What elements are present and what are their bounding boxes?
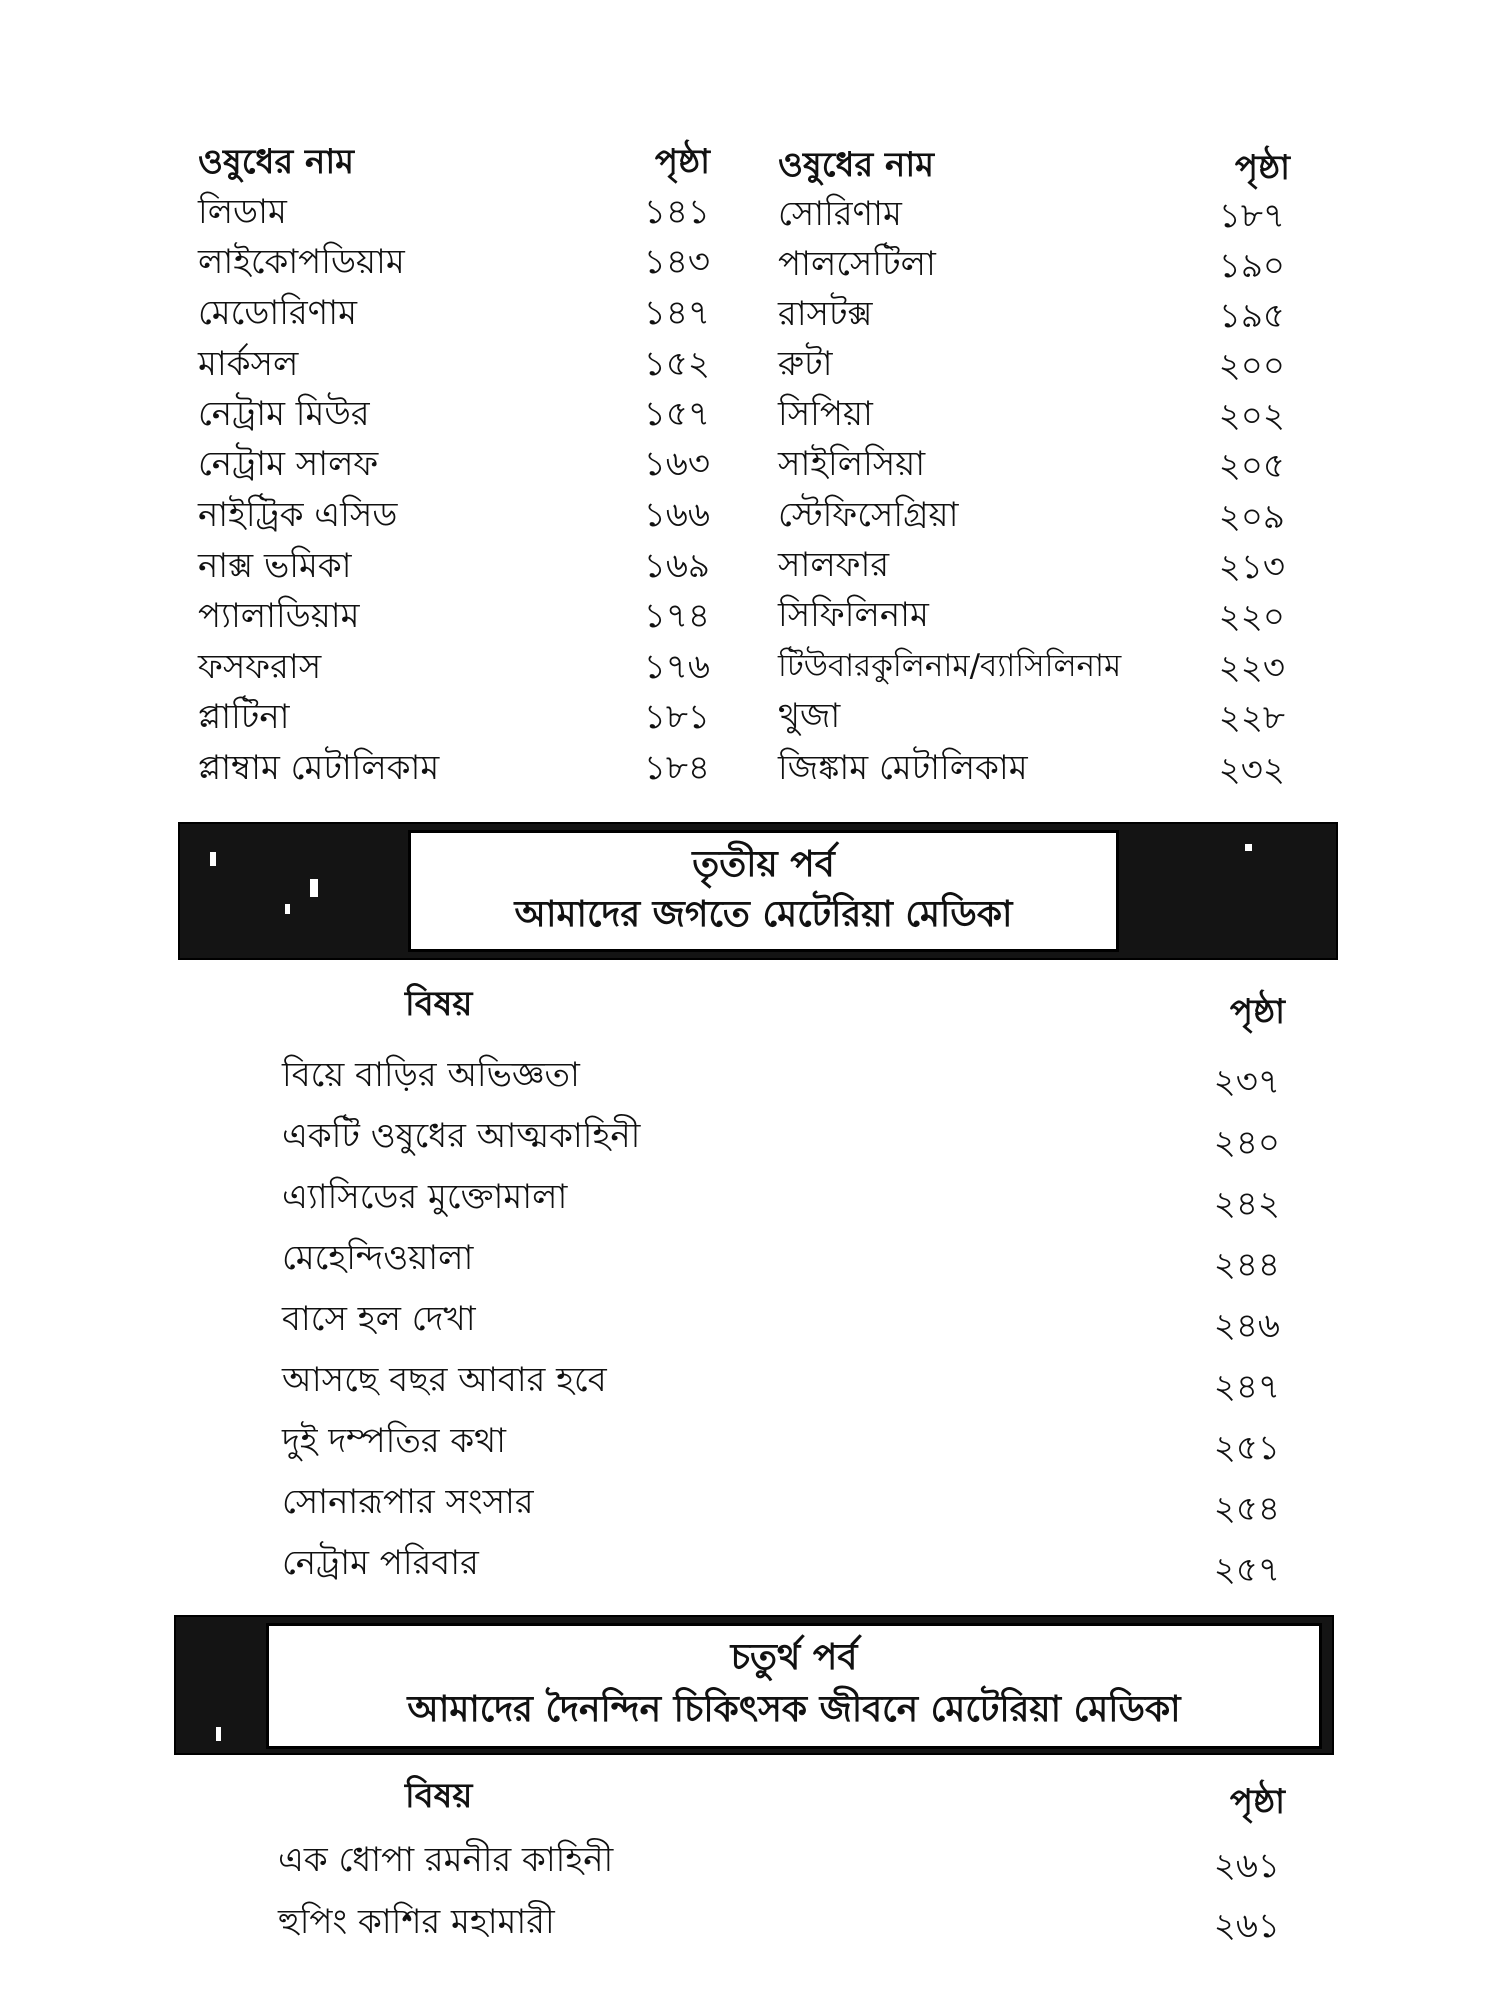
medicine-name-right: পালসেটিলা (778, 244, 936, 284)
page-number-left: ১৬৬ (643, 495, 710, 535)
section3-page-number: ২৪০ (1213, 1123, 1280, 1163)
section3-page-number: ২৫১ (1213, 1428, 1280, 1468)
page-number-right: ১৯০ (1218, 246, 1285, 286)
left-name-header: ওষুধের নাম (198, 142, 355, 182)
page-number-right: ২০৫ (1218, 446, 1285, 486)
section3-topic: এ্যাসিডের মুক্তোমালা (282, 1177, 568, 1217)
page-number-right: ২০২ (1218, 396, 1285, 436)
page-number-left: ১৬৯ (643, 546, 710, 586)
medicine-name-left: লিডাম (198, 192, 287, 232)
medicine-name-right: সালফার (778, 545, 890, 585)
section4-topic: এক ধোপা রমনীর কাহিনী (278, 1840, 614, 1880)
section3-topic: দুই দম্পতির কথা (282, 1421, 507, 1461)
medicine-name-right: স্টেফিসেগ্রিয়া (778, 495, 959, 535)
medicine-name-left: ফসফরাস (198, 647, 322, 687)
section3-title: তৃতীয় পর্ব (692, 844, 835, 885)
medicine-name-right: টিউবারকুলিনাম/ব্যাসিলিনাম (778, 648, 1122, 684)
medicine-name-right: জিঙ্কাম মেটালিকাম (778, 748, 1028, 788)
page-number-left: ১৭৬ (643, 647, 710, 687)
left-page-header: পৃষ্ঠা (654, 142, 710, 182)
page-number-left: ১৭৪ (643, 596, 710, 636)
medicine-name-left: মার্কসল (198, 344, 299, 384)
section3-topic: মেহেন্দিওয়ালা (282, 1238, 474, 1278)
section4-title-box (266, 1623, 1322, 1749)
medicine-name-right: থুজা (778, 696, 841, 736)
page-number-right: ১৯৫ (1218, 296, 1285, 336)
section4-page-number: ২৬১ (1213, 1846, 1280, 1886)
right-page-header: পৃষ্ঠা (1234, 148, 1290, 188)
section3-topic: নেট্রাম পরিবার (282, 1543, 479, 1583)
medicine-name-right: রাসটক্স (778, 294, 873, 334)
page-number-right: ২২৩ (1218, 648, 1285, 688)
page-number-left: ১৪৩ (643, 242, 710, 282)
page-number-right: ২২৮ (1218, 698, 1285, 738)
medicine-name-left: নেট্রাম সালফ (198, 444, 379, 484)
page-number-left: ১৫২ (643, 344, 710, 384)
section3-page-number: ২৩৭ (1213, 1062, 1280, 1102)
medicine-name-left: প্যালাডিয়াম (198, 596, 360, 636)
medicine-name-left: প্লাটিনা (198, 697, 290, 737)
section3-page-number: ২৪৬ (1213, 1306, 1280, 1346)
section4-page-number: ২৬১ (1213, 1906, 1280, 1946)
section3-topic-header: বিষয় (405, 984, 473, 1024)
medicine-name-left: নাইট্রিক এসিড (198, 495, 398, 535)
medicine-name-left: লাইকোপডিয়াম (198, 242, 405, 282)
section3-page-number: ২৪৪ (1213, 1245, 1280, 1285)
page-number-left: ১৮৪ (643, 748, 710, 788)
page-number-left: ১৮১ (643, 697, 710, 737)
page-number-left: ১৬৩ (643, 444, 710, 484)
section3-title-box (408, 830, 1119, 952)
medicine-name-left: নেট্রাম মিউর (198, 394, 370, 434)
section3-topic: বাসে হল দেখা (282, 1299, 476, 1339)
section3-page-header: পৃষ্ঠা (1229, 992, 1285, 1032)
medicine-name-right: সিপিয়া (778, 394, 873, 434)
section3-subtitle: আমাদের জগতে মেটেরিয়া মেডিকা (514, 894, 1013, 935)
medicine-name-right: সাইলিসিয়া (778, 444, 926, 484)
medicine-name-left: নাক্স ভমিকা (198, 546, 352, 586)
medicine-name-right: সোরিণাম (778, 194, 902, 234)
page-number-right: ১৮৭ (1218, 196, 1285, 236)
section3-page-number: ২৪৭ (1213, 1367, 1280, 1407)
section3-banner (178, 822, 1338, 960)
medicine-name-left: মেডোরিণাম (198, 293, 357, 333)
medicine-name-left: প্লাম্বাম মেটালিকাম (198, 748, 440, 788)
section3-page-number: ২৫৭ (1213, 1550, 1280, 1590)
section3-topic: একটি ওষুধের আত্মকাহিনী (282, 1116, 641, 1156)
section4-banner (174, 1615, 1334, 1755)
section3-topic: আসছে বছর আবার হবে (282, 1360, 607, 1400)
medicine-name-right: রুটা (778, 344, 833, 384)
section3-page-number: ২৪২ (1213, 1184, 1280, 1224)
page-number-right: ২০০ (1218, 346, 1285, 386)
page-number-left: ১৪১ (643, 192, 710, 232)
page-number-right: ২১৩ (1218, 547, 1285, 587)
section4-subtitle: আমাদের দৈনন্দিন চিকিৎসক জীবনে মেটেরিয়া মেডিকা (407, 1689, 1181, 1730)
page-number-right: ২৩২ (1218, 750, 1285, 790)
page-number-left: ১৫৭ (643, 394, 710, 434)
section4-topic-header: বিষয় (405, 1776, 473, 1816)
page-number-right: ২০৯ (1218, 497, 1285, 537)
page-number-right: ২২০ (1218, 597, 1285, 637)
section3-topic: সোনারূপার সংসার (282, 1482, 534, 1522)
page-number-left: ১৪৭ (643, 293, 710, 333)
section4-title: চতুর্থ পর্ব (730, 1637, 858, 1678)
section4-topic: হুপিং কাশির মহামারী (278, 1902, 555, 1942)
right-name-header: ওষুধের নাম (778, 145, 935, 185)
section3-page-number: ২৫৪ (1213, 1489, 1280, 1529)
medicine-name-right: সিফিলিনাম (778, 595, 929, 635)
section4-page-header: পৃষ্ঠা (1229, 1782, 1285, 1822)
section3-topic: বিয়ে বাড়ির অভিজ্ঞতা (282, 1055, 580, 1095)
